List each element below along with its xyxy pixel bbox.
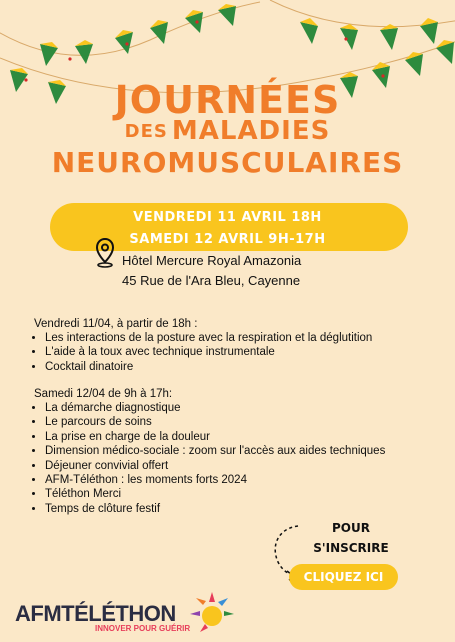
list-item: • Temps de clôture festif: [45, 502, 385, 516]
title-des: DES: [124, 121, 168, 142]
afm-telethon-logo: AFMTÉLÉTHON: [15, 601, 176, 626]
saturday-list: [34, 401, 385, 516]
friday-list: [34, 331, 372, 374]
signup-line-2: S'INSCRIRE: [313, 541, 389, 555]
date-line-1: VENDREDI 11 AVRIL 18H: [133, 210, 322, 225]
friday-program: [34, 318, 372, 374]
title-line-1: JOURNÉES: [114, 78, 341, 122]
signup-text: [306, 518, 396, 558]
brand-tagline: INNOVER POUR GUÉRIR: [95, 624, 191, 633]
list-item: • La prise en charge de la douleur: [45, 430, 385, 444]
saturday-heading: Samedi 12/04 de 9h à 17h:: [34, 388, 173, 400]
title-line-3: NEUROMUSCULAIRES: [51, 146, 404, 179]
signup-line-1: POUR: [332, 521, 370, 535]
title-maladies: MALADIES: [171, 116, 331, 146]
list-item: • AFM-Téléthon : les moments forts 2024: [45, 473, 385, 487]
list-item: • Téléthon Merci: [45, 487, 385, 501]
friday-heading: Vendredi 11/04, à partir de 18h :: [34, 318, 198, 330]
list-item: • Le parcours de soins: [45, 415, 385, 429]
signup-button[interactable]: CLIQUEZ ICI: [289, 564, 398, 590]
list-item: • Cocktail dinatoire: [45, 360, 372, 374]
list-item: • L'aide à la toux avec technique instrumentale: [45, 345, 372, 359]
list-item: • Dimension médico-sociale : zoom sur l'accès aux aides techniques: [45, 444, 385, 458]
location-pin-icon: [96, 238, 114, 268]
title-line-2: [0, 116, 455, 146]
venue-address: 45 Rue de l'Ara Bleu, Cayenne: [122, 273, 301, 288]
list-item: • La démarche diagnostique: [45, 401, 385, 415]
list-item: • Les interactions de la posture avec la respiration et la déglutition: [45, 331, 372, 345]
list-item: • Déjeuner convivial offert: [45, 459, 385, 473]
sun-logo-icon: [188, 588, 236, 638]
date-line-2: SAMEDI 12 AVRIL 9H-17H: [129, 232, 326, 247]
venue-name: Hôtel Mercure Royal Amazonia: [122, 253, 302, 268]
saturday-program: [34, 388, 385, 516]
